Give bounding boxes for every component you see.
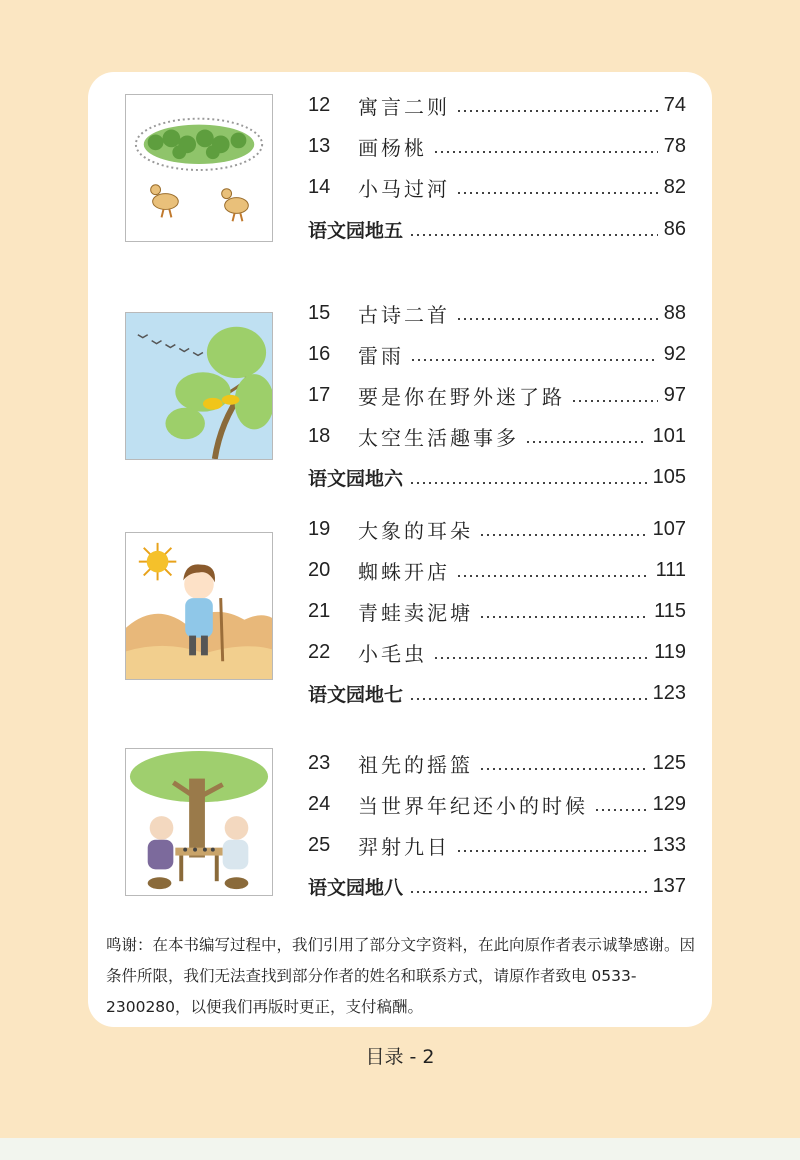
dot-leader bbox=[479, 534, 647, 536]
lesson-title: 要是你在野外迷了路 bbox=[358, 384, 565, 409]
lesson-number: 24 bbox=[308, 792, 331, 815]
toc-entry[interactable] bbox=[308, 748, 686, 778]
dot-leader bbox=[456, 318, 658, 320]
dot-leader bbox=[456, 575, 650, 577]
garden-title: 语文园地八 bbox=[308, 876, 404, 899]
page-number: 119 bbox=[654, 640, 686, 663]
dot-leader bbox=[409, 698, 647, 700]
lesson-title: 画杨桃 bbox=[358, 135, 427, 160]
geese-and-vegetables-illustration bbox=[125, 94, 273, 242]
lesson-title: 祖先的摇篮 bbox=[358, 752, 473, 777]
lesson-number: 18 bbox=[308, 424, 331, 447]
lesson-title: 太空生活趣事多 bbox=[358, 425, 519, 450]
page-number: 78 bbox=[663, 134, 686, 157]
page-number: 97 bbox=[663, 383, 686, 406]
bottom-strip bbox=[0, 1138, 800, 1160]
acknowledgement-text: 鸣谢：在本书编写过程中，我们引用了部分文字资料，在此向原作者表示诚挚感谢。因条件所限，我们无法查找到部分作者的姓名和联系方式，请原作者致电 0533-2300280，以便我们再版时更正，支付稿酬。 bbox=[106, 936, 696, 1016]
toc-entry[interactable] bbox=[308, 637, 686, 667]
page-number: 82 bbox=[663, 175, 686, 198]
toc-entry[interactable] bbox=[308, 90, 686, 120]
lesson-number: 15 bbox=[308, 301, 331, 324]
page-footer: 目录 - 2 bbox=[365, 1046, 435, 1068]
page-number: 133 bbox=[652, 833, 686, 856]
toc-entry[interactable] bbox=[308, 596, 686, 626]
dot-leader bbox=[409, 234, 658, 236]
page-number: 125 bbox=[652, 751, 686, 774]
lesson-number: 23 bbox=[308, 751, 331, 774]
lesson-number: 25 bbox=[308, 833, 331, 856]
lesson-title: 蜘蛛开店 bbox=[358, 559, 450, 584]
page-number: 74 bbox=[663, 93, 686, 116]
toc-entry[interactable] bbox=[308, 172, 686, 202]
page-number: 111 bbox=[655, 558, 686, 581]
dot-leader bbox=[479, 616, 648, 618]
toc-entry[interactable] bbox=[308, 514, 686, 544]
page-number: 101 bbox=[652, 424, 686, 447]
lesson-number: 14 bbox=[308, 175, 331, 198]
dot-leader bbox=[594, 809, 647, 811]
toc-entry[interactable] bbox=[308, 298, 686, 328]
garden-title: 语文园地七 bbox=[308, 683, 404, 706]
toc-entry[interactable] bbox=[308, 131, 686, 161]
dot-leader bbox=[456, 192, 658, 194]
willow-and-oriole-illustration bbox=[125, 312, 273, 460]
lesson-number: 20 bbox=[308, 558, 331, 581]
page-number: 88 bbox=[663, 301, 686, 324]
dot-leader bbox=[409, 891, 647, 893]
lesson-number: 19 bbox=[308, 517, 331, 540]
lesson-number: 17 bbox=[308, 383, 331, 406]
page-number: 92 bbox=[663, 342, 686, 365]
dot-leader bbox=[525, 441, 647, 443]
lesson-number: 22 bbox=[308, 640, 331, 663]
page-number: 107 bbox=[652, 517, 686, 540]
garden-title: 语文园地六 bbox=[308, 467, 404, 490]
toc-card bbox=[88, 72, 712, 1027]
lesson-title: 寓言二则 bbox=[358, 94, 450, 119]
page-number: 115 bbox=[654, 599, 686, 622]
lesson-number: 16 bbox=[308, 342, 331, 365]
toc-entry[interactable] bbox=[308, 789, 686, 819]
boy-in-desert-illustration bbox=[125, 532, 273, 680]
dot-leader bbox=[456, 110, 658, 112]
lesson-number: 13 bbox=[308, 134, 331, 157]
page-number: 123 bbox=[652, 681, 686, 704]
toc-entry[interactable] bbox=[308, 380, 686, 410]
page-number: 129 bbox=[652, 792, 686, 815]
toc-entry[interactable] bbox=[308, 830, 686, 860]
lesson-title: 古诗二首 bbox=[358, 302, 450, 327]
dot-leader bbox=[571, 400, 658, 402]
page-number: 86 bbox=[663, 217, 686, 240]
toc-entry[interactable] bbox=[308, 421, 686, 451]
toc-entry-garden[interactable] bbox=[308, 678, 686, 708]
garden-title: 语文园地五 bbox=[308, 219, 404, 242]
lesson-number: 12 bbox=[308, 93, 331, 116]
lesson-number: 21 bbox=[308, 599, 331, 622]
dot-leader bbox=[409, 482, 647, 484]
lesson-title: 雷雨 bbox=[358, 343, 404, 368]
dot-leader bbox=[479, 768, 647, 770]
dot-leader bbox=[433, 657, 648, 659]
toc-entry[interactable] bbox=[308, 339, 686, 369]
elders-playing-chess-illustration bbox=[125, 748, 273, 896]
toc-entry[interactable] bbox=[308, 555, 686, 585]
toc-entry-garden[interactable] bbox=[308, 462, 686, 492]
lesson-title: 羿射九日 bbox=[358, 834, 450, 859]
page-number: 137 bbox=[652, 874, 686, 897]
lesson-title: 大象的耳朵 bbox=[358, 518, 473, 543]
lesson-title: 小马过河 bbox=[358, 176, 450, 201]
page-number: 105 bbox=[652, 465, 686, 488]
dot-leader bbox=[410, 359, 658, 361]
dot-leader bbox=[433, 151, 658, 153]
dot-leader bbox=[456, 850, 647, 852]
lesson-title: 小毛虫 bbox=[358, 641, 427, 666]
toc-entry-garden[interactable] bbox=[308, 214, 686, 244]
lesson-title: 青蛙卖泥塘 bbox=[358, 600, 473, 625]
toc-entry-garden[interactable] bbox=[308, 871, 686, 901]
lesson-title: 当世界年纪还小的时候 bbox=[358, 793, 588, 818]
